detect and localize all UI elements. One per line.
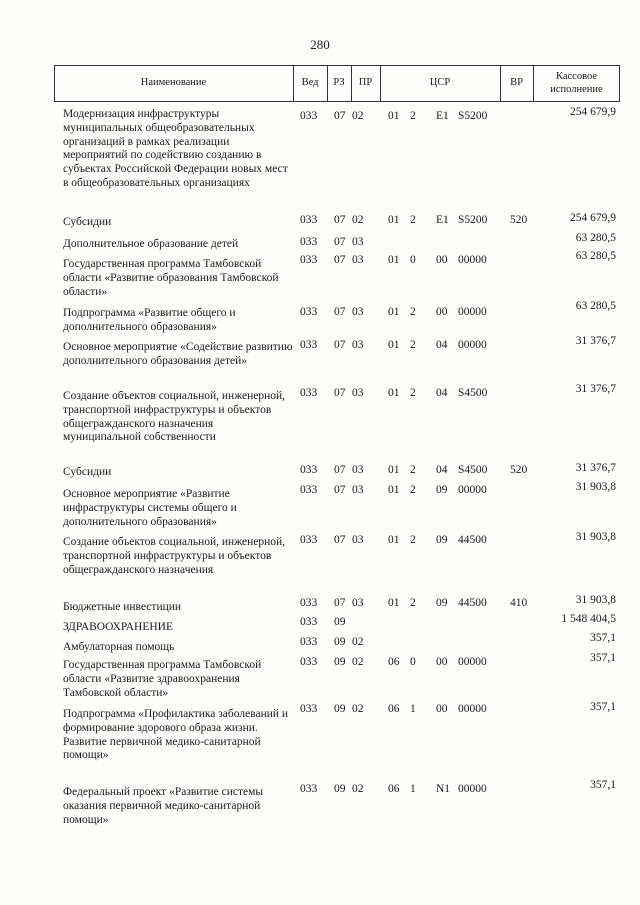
vr-cell: 410 xyxy=(510,597,528,609)
csr-event-cell: 00 xyxy=(436,656,448,668)
csr-event-cell: E1 xyxy=(436,214,449,226)
pr-cell: 03 xyxy=(352,597,364,609)
ved-cell: 033 xyxy=(300,306,318,318)
amount-cell: 31 376,7 xyxy=(575,462,616,474)
rz-cell: 09 xyxy=(334,616,346,628)
pr-cell: 03 xyxy=(352,484,364,496)
csr-event-cell: 04 xyxy=(436,387,448,399)
header-pr: ПР xyxy=(358,77,373,89)
amount-cell: 63 280,5 xyxy=(575,250,616,262)
csr-direction-cell: S4500 xyxy=(458,387,488,399)
csr-program-cell: 01 xyxy=(388,306,400,318)
csr-direction-cell: 00000 xyxy=(458,703,487,715)
csr-direction-cell: 00000 xyxy=(458,306,487,318)
csr-program-cell: 01 xyxy=(388,484,400,496)
csr-subprogram-cell: 0 xyxy=(410,656,416,668)
csr-program-cell: 01 xyxy=(388,387,400,399)
csr-subprogram-cell: 2 xyxy=(410,534,416,546)
csr-subprogram-cell: 2 xyxy=(410,597,416,609)
pr-cell: 03 xyxy=(352,339,364,351)
amount-cell: 31 376,7 xyxy=(575,335,616,347)
ved-cell: 033 xyxy=(300,339,318,351)
rz-cell: 07 xyxy=(334,484,346,496)
rz-cell: 07 xyxy=(334,236,346,248)
rz-cell: 07 xyxy=(334,597,346,609)
csr-direction-cell: S4500 xyxy=(458,464,488,476)
ved-cell: 033 xyxy=(300,597,318,609)
ved-cell: 033 xyxy=(300,236,318,248)
rz-cell: 07 xyxy=(334,214,346,226)
csr-subprogram-cell: 2 xyxy=(410,110,416,122)
amount-cell: 31 903,8 xyxy=(575,481,616,493)
csr-direction-cell: 00000 xyxy=(458,254,487,266)
row-name: Основное мероприятие «Развитие инфраструктуры системы общего и дополнительного образования» xyxy=(63,488,237,528)
csr-subprogram-cell: 2 xyxy=(410,214,416,226)
amount-cell: 63 280,5 xyxy=(575,232,616,244)
csr-direction-cell: 00000 xyxy=(458,484,487,496)
pr-cell: 03 xyxy=(352,306,364,318)
csr-event-cell: 04 xyxy=(436,464,448,476)
amount-cell: 357,1 xyxy=(590,701,616,713)
csr-program-cell: 01 xyxy=(388,214,400,226)
pr-cell: 03 xyxy=(352,464,364,476)
row-name: Создание объектов социальной, инженерной, транспортной инфраструктуры и объектов общегражданского назначения муниципальной собственности xyxy=(63,390,286,444)
csr-subprogram-cell: 1 xyxy=(410,783,416,795)
row-name: Амбулаторная помощь xyxy=(63,641,175,653)
row-name: Модернизация инфраструктуры муниципальных общеобразовательных организаций в рамках реализации мероприятий по содействию созданию в субъектах Российской Федерации новых мест в общеобразовательных организациях xyxy=(63,108,288,189)
csr-program-cell: 01 xyxy=(388,464,400,476)
csr-subprogram-cell: 0 xyxy=(410,254,416,266)
rz-cell: 07 xyxy=(334,254,346,266)
pr-cell: 02 xyxy=(352,110,364,122)
csr-event-cell: 00 xyxy=(436,703,448,715)
header-vr: ВР xyxy=(510,77,523,89)
ved-cell: 033 xyxy=(300,636,318,648)
csr-direction-cell: 44500 xyxy=(458,597,487,609)
vr-cell: 520 xyxy=(510,464,528,476)
amount-cell: 357,1 xyxy=(590,779,616,791)
row-name: Государственная программа Тамбовской области «Развитие образования Тамбовской области» xyxy=(63,258,279,298)
csr-program-cell: 06 xyxy=(388,783,400,795)
ved-cell: 033 xyxy=(300,110,318,122)
pr-cell: 02 xyxy=(352,703,364,715)
pr-cell: 02 xyxy=(352,214,364,226)
csr-event-cell: 00 xyxy=(436,254,448,266)
row-name: Федеральный проект «Развитие системы оказания первичной медико-санитарной помощи» xyxy=(63,786,264,826)
pr-cell: 03 xyxy=(352,534,364,546)
rz-cell: 07 xyxy=(334,387,346,399)
csr-event-cell: 04 xyxy=(436,339,448,351)
row-name: Дополнительное образование детей xyxy=(63,238,239,250)
rz-cell: 09 xyxy=(334,656,346,668)
ved-cell: 033 xyxy=(300,703,318,715)
ved-cell: 033 xyxy=(300,464,318,476)
csr-direction-cell: 00000 xyxy=(458,339,487,351)
ved-cell: 033 xyxy=(300,484,318,496)
header-amount: Кассовое исполнение xyxy=(550,71,603,95)
amount-cell: 357,1 xyxy=(590,632,616,644)
row-name: ЗДРАВООХРАНЕНИЕ xyxy=(63,621,174,633)
header-rz: РЗ xyxy=(333,77,345,89)
csr-event-cell: N1 xyxy=(436,783,451,795)
csr-direction-cell: S5200 xyxy=(458,214,488,226)
ved-cell: 033 xyxy=(300,534,318,546)
row-name: Государственная программа Тамбовской области «Развитие здравоохранения Тамбовской области» xyxy=(63,659,262,699)
rz-cell: 07 xyxy=(334,464,346,476)
row-name: Бюджетные инвестиции xyxy=(63,601,182,613)
rz-cell: 09 xyxy=(334,783,346,795)
amount-cell: 254 679,9 xyxy=(570,212,616,224)
header-ved: Вед xyxy=(301,77,319,89)
header-name: Наименование xyxy=(140,77,207,89)
rz-cell: 07 xyxy=(334,306,346,318)
ved-cell: 033 xyxy=(300,616,318,628)
pr-cell: 03 xyxy=(352,387,364,399)
ved-cell: 033 xyxy=(300,254,318,266)
ved-cell: 033 xyxy=(300,656,318,668)
amount-cell: 31 903,8 xyxy=(575,594,616,606)
pr-cell: 02 xyxy=(352,783,364,795)
amount-cell: 357,1 xyxy=(590,652,616,664)
row-name: Субсидии xyxy=(63,466,112,478)
csr-direction-cell: S5200 xyxy=(458,110,488,122)
rz-cell: 09 xyxy=(334,636,346,648)
ved-cell: 033 xyxy=(300,214,318,226)
pr-cell: 02 xyxy=(352,636,364,648)
csr-program-cell: 01 xyxy=(388,110,400,122)
csr-subprogram-cell: 2 xyxy=(410,387,416,399)
csr-direction-cell: 44500 xyxy=(458,534,487,546)
csr-program-cell: 06 xyxy=(388,656,400,668)
amount-cell: 31 903,8 xyxy=(575,531,616,543)
rz-cell: 09 xyxy=(334,703,346,715)
csr-event-cell: 09 xyxy=(436,534,448,546)
csr-event-cell: 09 xyxy=(436,484,448,496)
header-csr: ЦСР xyxy=(429,77,451,89)
row-name: Основное мероприятие «Содействие развитию дополнительного образования детей» xyxy=(63,341,293,367)
csr-subprogram-cell: 1 xyxy=(410,703,416,715)
row-name: Подпрограмма «Профилактика заболеваний и формирование здорового образа жизни. Развитие первичной медико-санитарной помощи» xyxy=(63,708,289,762)
row-name: Создание объектов социальной, инженерной, транспортной инфраструктуры и объектов общегражданского назначения xyxy=(63,536,286,576)
csr-subprogram-cell: 2 xyxy=(410,464,416,476)
csr-subprogram-cell: 2 xyxy=(410,484,416,496)
csr-event-cell: E1 xyxy=(436,110,449,122)
ved-cell: 033 xyxy=(300,387,318,399)
amount-cell: 63 280,5 xyxy=(575,300,616,312)
csr-program-cell: 06 xyxy=(388,703,400,715)
csr-program-cell: 01 xyxy=(388,597,400,609)
csr-event-cell: 00 xyxy=(436,306,448,318)
csr-program-cell: 01 xyxy=(388,339,400,351)
csr-direction-cell: 00000 xyxy=(458,656,487,668)
row-name: Субсидии xyxy=(63,216,112,228)
pr-cell: 02 xyxy=(352,656,364,668)
amount-cell: 31 376,7 xyxy=(575,383,616,395)
amount-cell: 254 679,9 xyxy=(570,106,616,118)
amount-cell: 1 548 404,5 xyxy=(561,613,616,625)
rz-cell: 07 xyxy=(334,339,346,351)
pr-cell: 03 xyxy=(352,254,364,266)
csr-event-cell: 09 xyxy=(436,597,448,609)
csr-subprogram-cell: 2 xyxy=(410,339,416,351)
vr-cell: 520 xyxy=(510,214,528,226)
row-name: Подпрограмма «Развитие общего и дополнительного образования» xyxy=(63,307,236,333)
ved-cell: 033 xyxy=(300,783,318,795)
csr-program-cell: 01 xyxy=(388,534,400,546)
rz-cell: 07 xyxy=(334,110,346,122)
page-number: 280 xyxy=(310,37,330,52)
csr-subprogram-cell: 2 xyxy=(410,306,416,318)
rz-cell: 07 xyxy=(334,534,346,546)
pr-cell: 03 xyxy=(352,236,364,248)
csr-program-cell: 01 xyxy=(388,254,400,266)
csr-direction-cell: 00000 xyxy=(458,783,487,795)
